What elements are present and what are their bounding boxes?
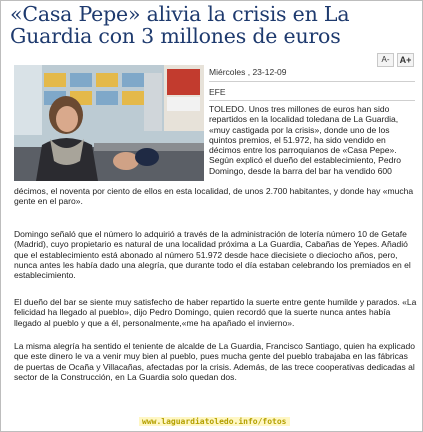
font-larger-button[interactable]: A+ — [397, 53, 414, 67]
photo-illustration — [14, 65, 204, 181]
article-lead-continued: décimos, el noventa por ciento de ellos en esta localidad, de unos 2.700 habitantes, y donde hay «mucha gente en el paro». — [14, 186, 414, 207]
article-lead: TOLEDO. Unos tres millones de euros han sido repartidos en la localidad toledana de La Guardia, «muy castigada por la crisis», donde uno de los quintos premios, el 51.972, ha sido vendido en décimos entre los parroquianos de «Casa Pepe». Según explicó el dueño del establecimiento, Pedro Domingo, desde la barra del bar ha vendido 600 — [209, 104, 401, 176]
divider — [209, 100, 415, 101]
font-size-controls — [377, 53, 414, 67]
divider — [209, 81, 415, 82]
photo-credit-link[interactable]: www.laguardiatoledo.info/fotos — [139, 417, 290, 426]
article-photo — [14, 65, 204, 181]
article-paragraph: La misma alegría ha sentido el teniente de alcalde de La Guardia, Francisco Santiago, quien ha explicado que este dinero le va a venir muy bien al pueblo, pues mucha gente del pueblo trabajaba en las fábricas de puertas de Ocaña y Villacañas, afectadas por la crisis. Además, de las trece cooperativas dedicadas al sector de la Construcción, en La Guardia solo quedan dos. — [14, 341, 416, 382]
article-date: Miércoles , 23-12-09 — [209, 67, 287, 77]
article-paragraph: Domingo señaló que el número lo adquirió a través de la administración de lotería número 10 de Getafe (Madrid), cuyo propietario es natural de una localidad próxima a La Guardia, Cabañas de Yepes. Añadió que el establecimiento está abonado al número 51.972 desde hace diecisiete o dieciocho años, pero, nunca antes les había dado una alegría, que durante todo el día estaban celebrando los premiados en el establecimiento. — [14, 229, 411, 281]
font-smaller-button[interactable]: A- — [377, 53, 394, 67]
article-headline: «Casa Pepe» alivia la crisis en La Guardia con 3 millones de euros — [10, 2, 350, 48]
article-paragraph: El dueño del bar se siente muy satisfecho de haber repartido la suerte entre gente humilde y parados. «La felicidad ha llegado al pueblo», dijo Pedro Domingo, quien recordó que la suerte nunca antes había llegado al pueblo y que a él, personalmente,«me ha apañado el invierno». — [14, 297, 417, 328]
article-source: EFE — [209, 87, 226, 97]
